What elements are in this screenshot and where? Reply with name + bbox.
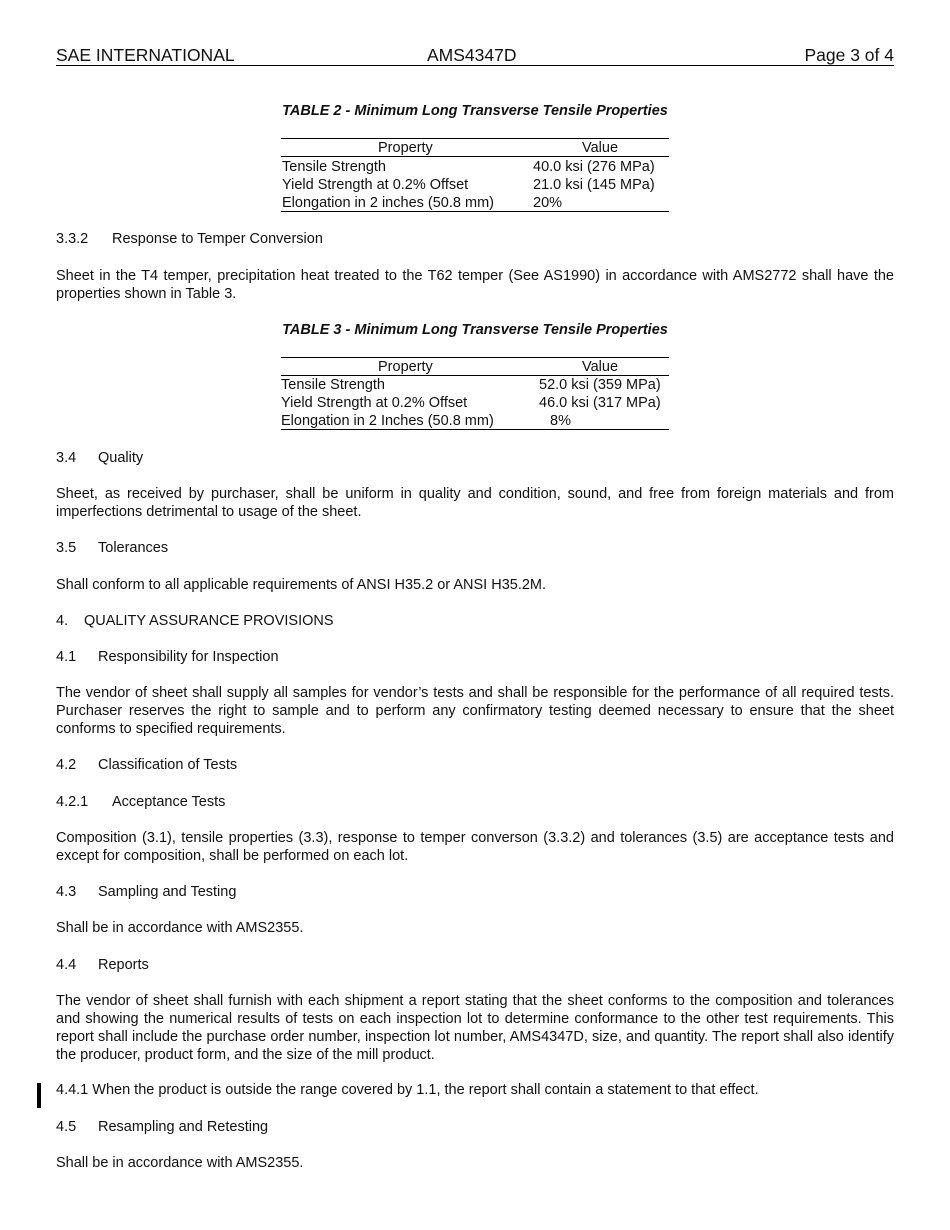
table-cell: Tensile Strength — [282, 159, 386, 175]
table-header-property: Property — [378, 140, 433, 156]
section-3-4-body: Sheet, as received by purchaser, shall be uniform in quality and condition, sound, and free from foreign materials and from imperfections detrimental to usage of the sheet. — [56, 486, 894, 520]
section-4-2-1-body: Composition (3.1), tensile properties (3.3), response to temper converson (3.3.2) and tolerances (3.5) are acceptance tests and except for composition, shall be performed on each lot. — [56, 830, 894, 864]
section-4-5-heading: 4.5 Resampling and Retesting — [56, 1119, 269, 1135]
section-4-3-body: Shall be in accordance with AMS2355. — [56, 920, 304, 936]
section-3-4-heading: 3.4 Quality — [56, 450, 144, 466]
table-rule — [281, 156, 669, 157]
section-4-4-body: The vendor of sheet shall furnish with each shipment a report stating that the sheet conforms to the composition and tolerances and showing the numerical results of tests on each inspection lot to determine conformance to the other test requirements. This report shall include the purchase order number, inspection lot number, AMS4347D, size, and quantity. The report shall also identify the producer, product form, and the size of the mill product. — [56, 993, 894, 1063]
section-4-4-heading: 4.4 Reports — [56, 957, 149, 973]
table-3 — [281, 357, 669, 431]
table-2-caption: TABLE 2 - Minimum Long Transverse Tensile Properties — [282, 103, 668, 119]
section-4-4-1-body: 4.4.1 When the product is outside the range covered by 1.1, the report shall contain a statement to that effect. — [56, 1082, 759, 1098]
section-4-2-1-heading: 4.2.1 Acceptance Tests — [56, 794, 226, 810]
table-cell: Elongation in 2 Inches (50.8 mm) — [281, 413, 494, 429]
header-page-number: Page 3 of 4 — [804, 45, 894, 65]
table-cell: 40.0 ksi (276 MPa) — [533, 159, 655, 175]
table-cell: Elongation in 2 inches (50.8 mm) — [282, 195, 494, 211]
header-doc-number: AMS4347D — [427, 45, 517, 65]
section-3-5-body: Shall conform to all applicable requirements of ANSI H35.2 or ANSI H35.2M. — [56, 577, 547, 593]
table-header-value: Value — [582, 359, 619, 375]
table-cell: 52.0 ksi (359 MPa) — [539, 377, 661, 393]
table-cell: 20% — [533, 195, 563, 211]
table-cell: Tensile Strength — [281, 377, 385, 393]
section-4-heading: 4. QUALITY ASSURANCE PROVISIONS — [56, 613, 334, 629]
section-4-1-heading: 4.1 Responsibility for Inspection — [56, 649, 279, 665]
section-4-2-heading: 4.2 Classification of Tests — [56, 757, 238, 773]
section-4-5-body: Shall be in accordance with AMS2355. — [56, 1155, 304, 1171]
table-2 — [281, 138, 669, 212]
table-rule — [281, 429, 669, 430]
table-rule — [281, 211, 669, 212]
table-header-value: Value — [582, 140, 619, 156]
revision-change-bar — [37, 1083, 41, 1108]
section-3-5-heading: 3.5 Tolerances — [56, 540, 169, 556]
section-4-3-heading: 4.3 Sampling and Testing — [56, 884, 237, 900]
table-cell: 21.0 ksi (145 MPa) — [533, 177, 655, 193]
table-cell: 46.0 ksi (317 MPa) — [539, 395, 661, 411]
section-3-3-2-body: Sheet in the T4 temper, precipitation heat treated to the T62 temper (See AS1990) in accordance with AMS2772 shall have the properties shown in Table 3. — [56, 268, 894, 302]
table-cell: 8% — [550, 413, 571, 429]
section-3-3-2-heading: 3.3.2 Response to Temper Conversion — [56, 231, 323, 247]
table-header-property: Property — [378, 359, 433, 375]
table-3-caption: TABLE 3 - Minimum Long Transverse Tensile Properties — [282, 322, 668, 338]
page-header — [56, 44, 894, 66]
table-cell: Yield Strength at 0.2% Offset — [281, 395, 468, 411]
table-cell: Yield Strength at 0.2% Offset — [282, 177, 469, 193]
header-org: SAE INTERNATIONAL — [56, 45, 235, 65]
section-4-1-body: The vendor of sheet shall supply all samples for vendor’s tests and shall be responsible for the performance of all required tests. Purchaser reserves the right to sample and to perform any confirmatory testing deemed necessary to ensure that the sheet conforms to specified requirements. — [56, 685, 894, 737]
